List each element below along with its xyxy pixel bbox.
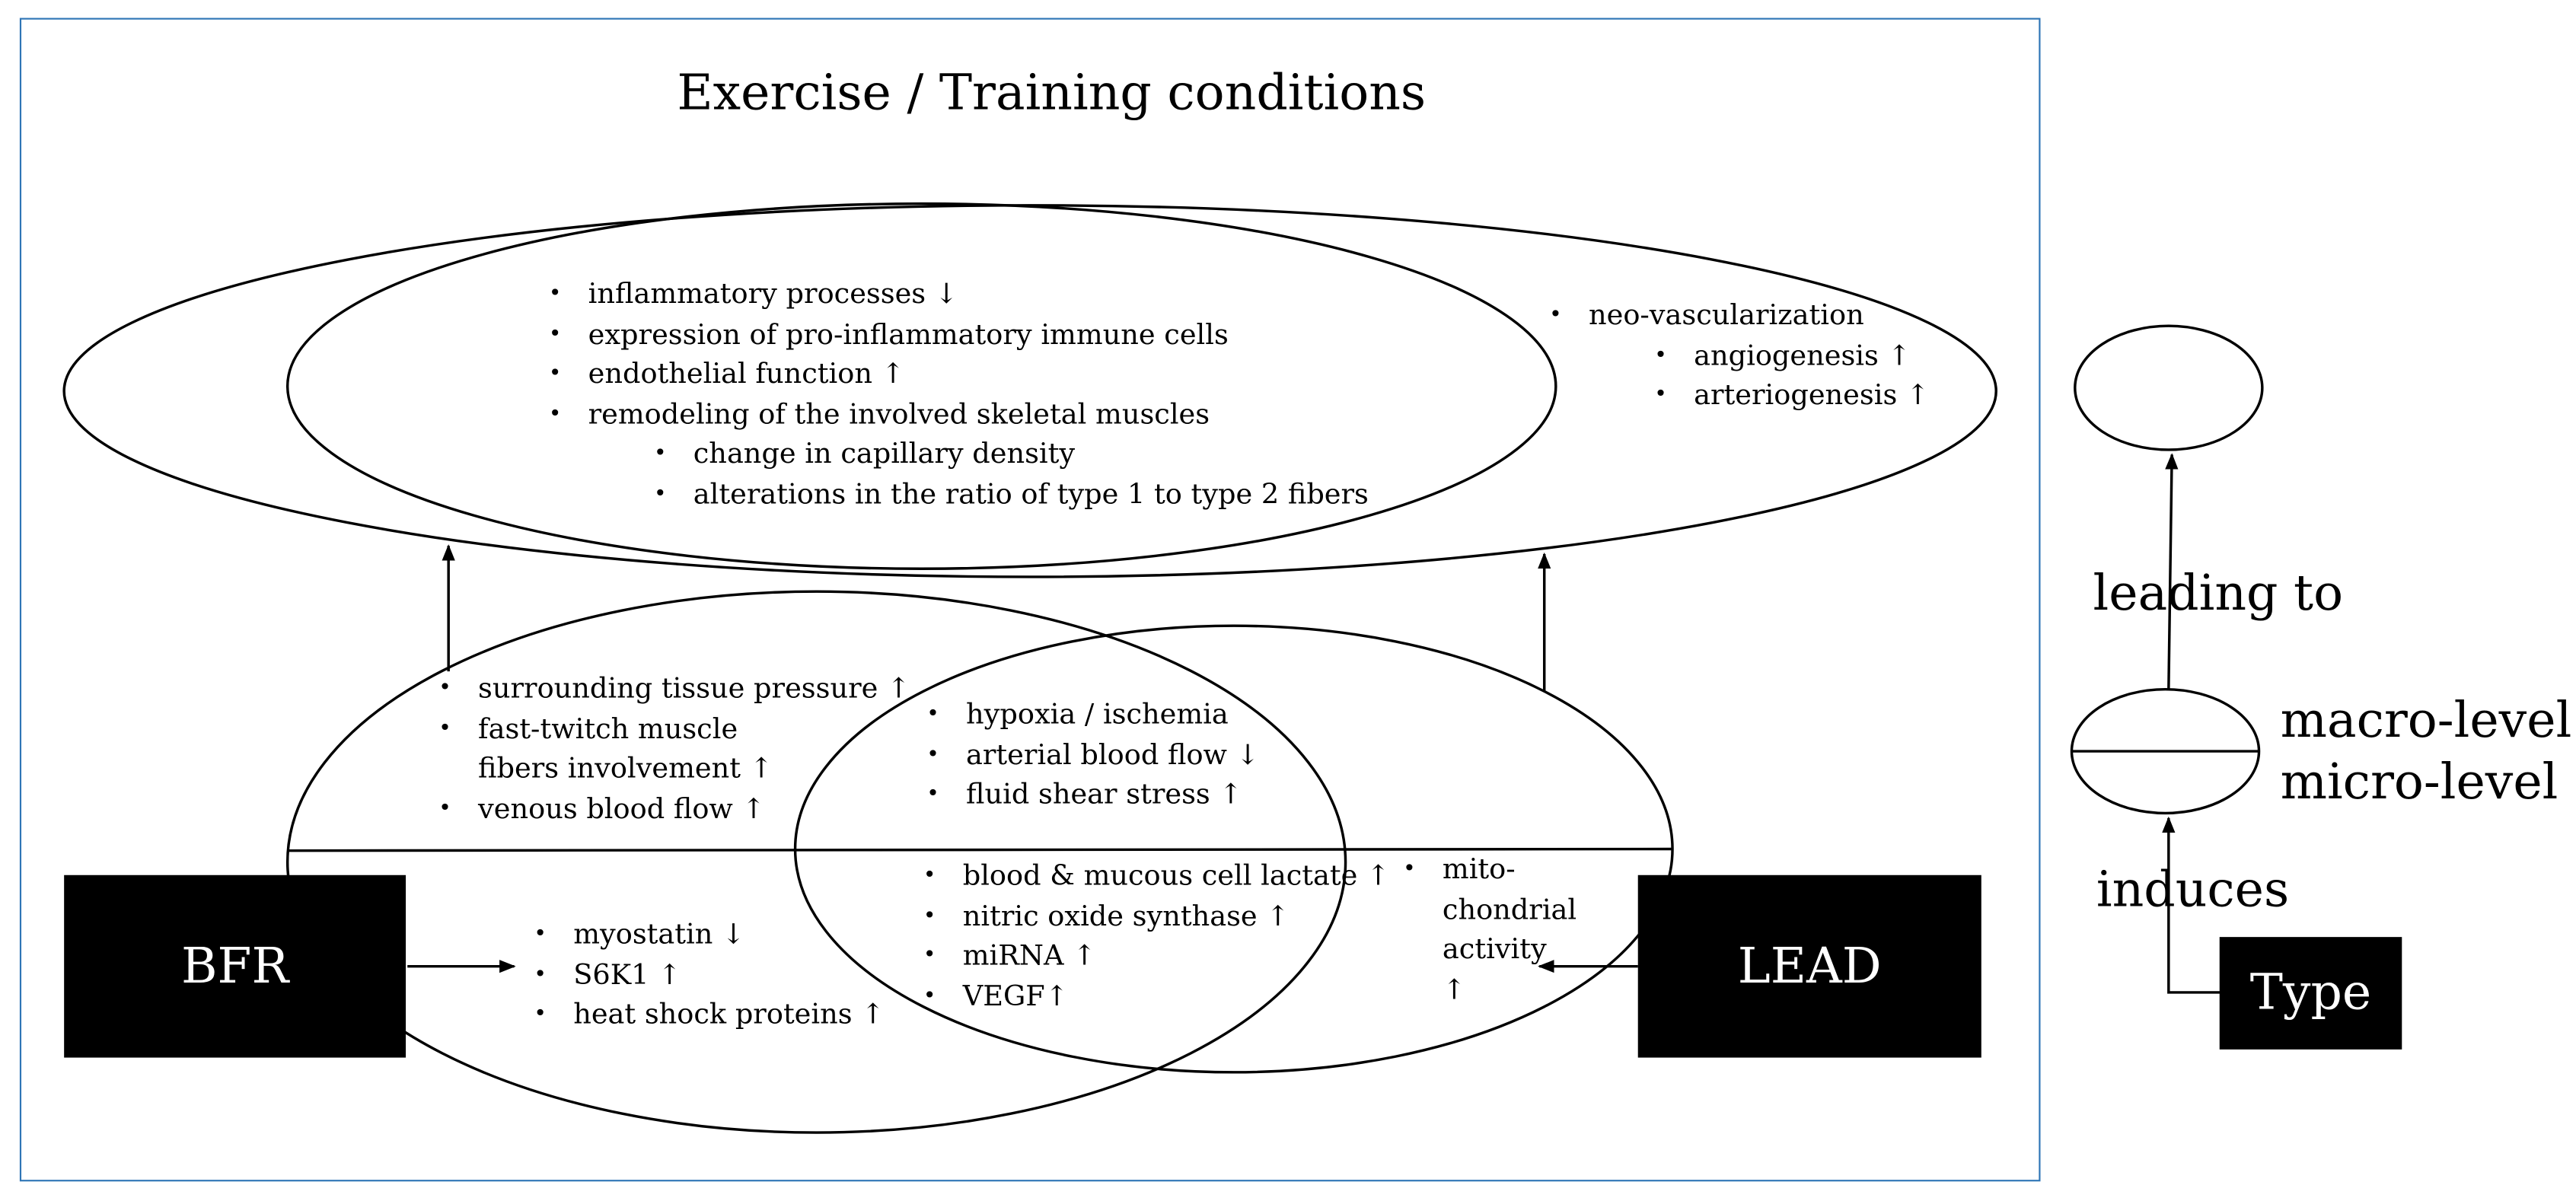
list-item: • change in capillary density bbox=[654, 435, 1369, 475]
list-item: • expression of pro-inflammatory immune cells bbox=[549, 315, 1369, 355]
list-item: • inflammatory processes ↓ bbox=[549, 276, 1369, 315]
list-item: • neo-vascularization bbox=[1549, 297, 1929, 336]
list-item: • remodeling of the involved skeletal muscles bbox=[549, 395, 1369, 435]
list-item: • venous blood flow ↑ bbox=[438, 789, 910, 829]
list-item: • VEGF↑ bbox=[923, 977, 1390, 1017]
bfr-box: BFR bbox=[64, 875, 406, 1058]
overlap-upper-list bbox=[926, 696, 1259, 815]
list-item: • fluid shear stress ↑ bbox=[926, 776, 1259, 815]
list-item: • miRNA ↑ bbox=[923, 937, 1390, 976]
list-item: • alterations in the ratio of type 1 to type 2 fibers bbox=[654, 475, 1369, 514]
macro-outer-list bbox=[1549, 297, 1929, 416]
legend-induces: induces bbox=[2096, 862, 2290, 919]
bfr-lower-list bbox=[534, 916, 885, 1035]
list-item: • fast-twitch muscle bbox=[438, 709, 910, 749]
legend-leading-to: leading to bbox=[2093, 565, 2344, 623]
lead-box: LEAD bbox=[1638, 875, 1981, 1058]
bfr-upper-list bbox=[438, 670, 910, 830]
list-item: • heat shock proteins ↑ bbox=[534, 996, 885, 1035]
macro-inner-list bbox=[549, 276, 1369, 515]
list-item: fibers involvement ↑ bbox=[478, 753, 773, 786]
legend-macro-level: macro-level bbox=[2280, 692, 2572, 750]
list-item: chondrial bbox=[1442, 894, 1577, 927]
list-item: • nitric oxide synthase ↑ bbox=[923, 897, 1390, 937]
list-item: • blood & mucous cell lactate ↑ bbox=[923, 857, 1390, 897]
list-item: • angiogenesis ↑ bbox=[1654, 336, 1929, 376]
list-item: • arterial blood flow ↓ bbox=[926, 736, 1259, 776]
legend-macro-ellipse bbox=[2075, 326, 2262, 450]
list-item: • mito- bbox=[1403, 851, 1577, 890]
diagram-title: Exercise / Training conditions bbox=[677, 65, 1427, 123]
list-item: ↑ bbox=[1442, 973, 1466, 1007]
list-item: activity bbox=[1442, 933, 1547, 967]
list-item: • endothelial function ↑ bbox=[549, 355, 1369, 395]
list-item: • myostatin ↓ bbox=[534, 916, 885, 955]
list-item: • surrounding tissue pressure ↑ bbox=[438, 670, 910, 709]
list-item: • S6K1 ↑ bbox=[534, 956, 885, 996]
type-box: Type bbox=[2220, 937, 2402, 1050]
lead-lower-list bbox=[1403, 851, 1577, 1011]
list-item: • arteriogenesis ↑ bbox=[1654, 377, 1929, 416]
list-item: • hypoxia / ischemia bbox=[926, 696, 1259, 735]
overlap-lower-list bbox=[923, 857, 1390, 1017]
legend-micro-level: micro-level bbox=[2280, 754, 2558, 812]
